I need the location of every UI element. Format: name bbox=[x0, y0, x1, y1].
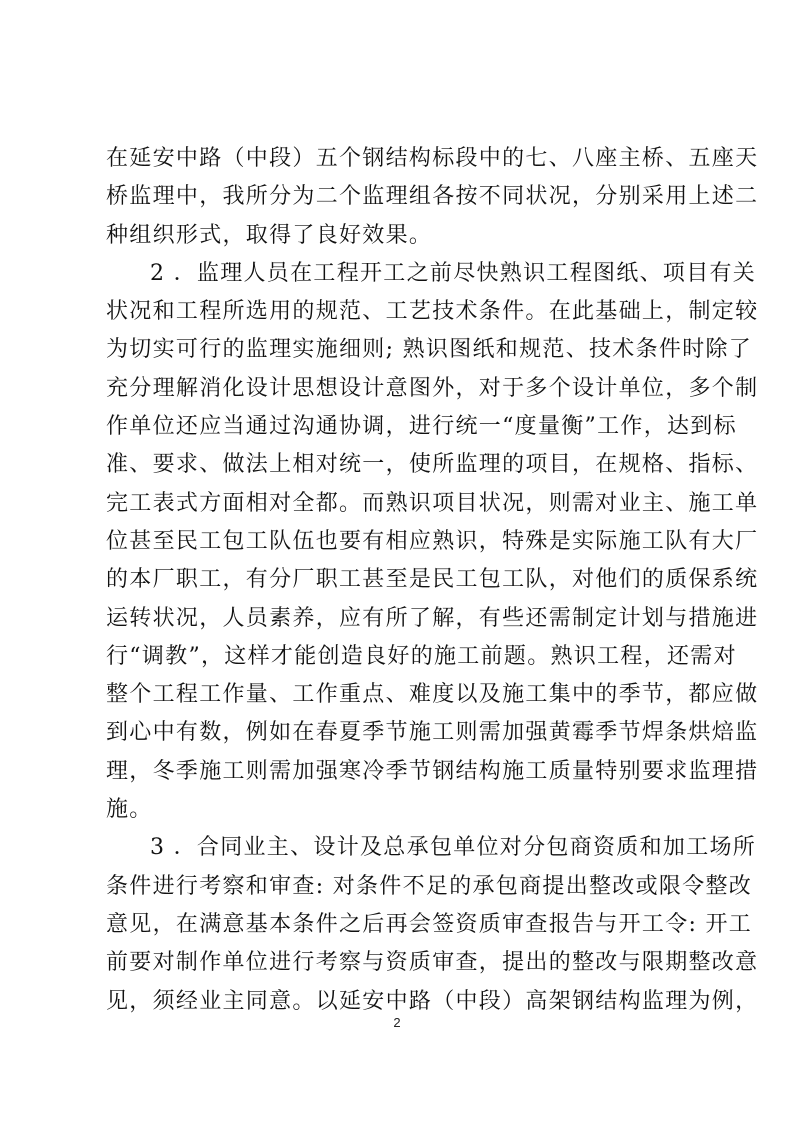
text-line: 整个工程工作量、工作重点、难度以及施工集中的季节，都应做 bbox=[106, 682, 759, 708]
text-line: 见，须经业主同意。以延安中路（中段）高架钢结构监理为例， bbox=[106, 988, 759, 1014]
text-line: 完工表式方面相对全都。而熟识项目状况，则需对业主、施工单 bbox=[106, 490, 759, 516]
text-line: 为切实可行的监理实施细则; 熟识图纸和规范、技术条件时除了 bbox=[106, 337, 753, 363]
text-line: 运转状况，人员素养，应有所了解，有些还需制定计划与措施进 bbox=[106, 605, 759, 631]
page-number: 2 bbox=[393, 1015, 401, 1030]
text-line: 理，冬季施工则需加强寒冷季节钢结构施工质量特别要求监理措 bbox=[106, 758, 759, 784]
text-line: 种组织形式，取得了良好效果。 bbox=[106, 222, 433, 248]
text-line: 位甚至民工包工队伍也要有相应熟识，特殊是实际施工队有大厂 bbox=[106, 528, 759, 554]
text-line: 状况和工程所选用的规范、工艺技术条件。在此基础上，制定较 bbox=[106, 299, 759, 325]
text-line: 条件进行考察和审查: 对条件不足的承包商提出整改或限令整改 bbox=[106, 873, 753, 899]
text-line: 作单位还应当通过沟通协调，进行统一“度量衡”工作，达到标 bbox=[106, 414, 737, 440]
text-line: 的本厂职工，有分厂职工甚至是民工包工队，对他们的质保系统 bbox=[106, 567, 759, 593]
body-text bbox=[106, 140, 759, 1021]
paragraph bbox=[106, 829, 759, 1020]
text-line: 到心中有数，例如在春夏季节施工则需加强黄霉季节焊条烘焙监 bbox=[106, 720, 759, 746]
text-line: 意见，在满意基本条件之后再会签资质审查报告与开工令: 开工 bbox=[106, 911, 753, 937]
text-line: 充分理解消化设计思想设计意图外，对于多个设计单位，多个制 bbox=[106, 375, 759, 401]
text-line: 在延安中路（中段）五个钢结构标段中的七、八座主桥、五座天 bbox=[106, 146, 759, 171]
text-line: 行“调教”，这样才能创造良好的施工前题。熟识工程，还需对 bbox=[106, 643, 737, 669]
text-line: 桥监理中，我所分为二个监理组各按不同状况，分别采用上述二 bbox=[106, 184, 759, 210]
text-line: 前要对制作单位进行考察与资质审查，提出的整改与限期整改意 bbox=[106, 950, 759, 976]
text-line: 准、要求、做法上相对统一，使所监理的项目，在规格、指标、 bbox=[106, 452, 759, 478]
paragraph bbox=[106, 255, 759, 829]
text-line: 2 ．监理人员在工程开工之前尽快熟识工程图纸、项目有关 bbox=[150, 260, 757, 286]
paragraph bbox=[106, 140, 759, 255]
text-line: 3 ．合同业主、设计及总承包单位对分包商资质和加工场所 bbox=[150, 835, 757, 861]
text-line: 施。 bbox=[106, 797, 153, 823]
